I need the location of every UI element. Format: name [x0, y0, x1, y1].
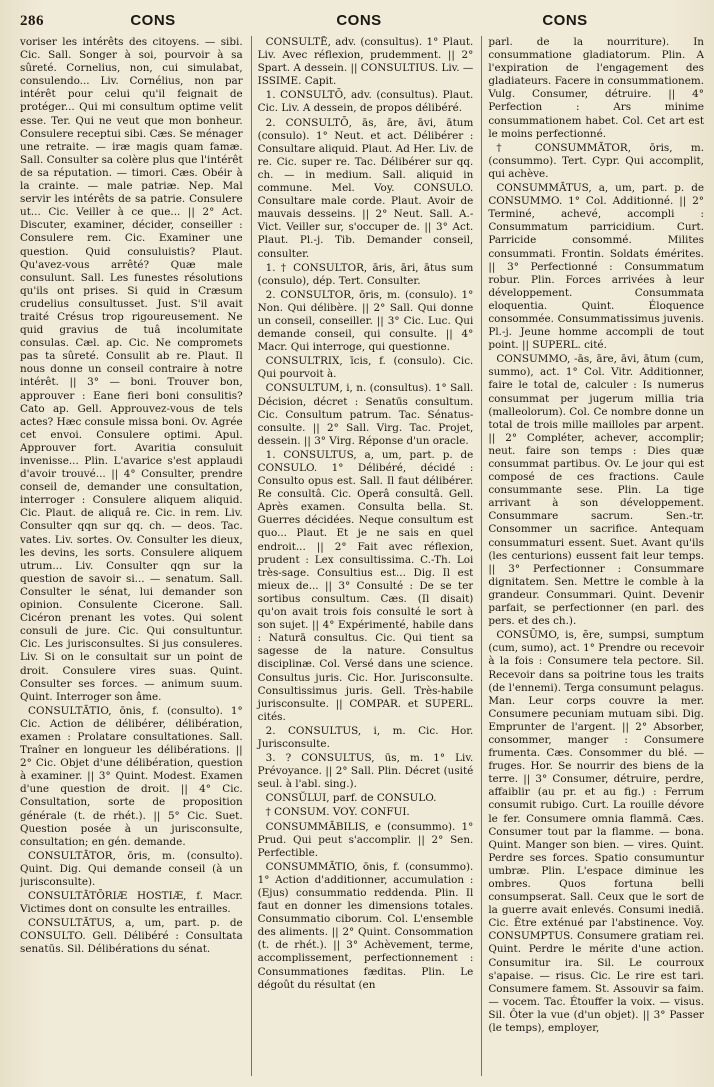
dictionary-entry: CONSULTĀTŌRIÆ HOSTIÆ, f. Macr. Victimes dont on consulte les entrailles.: [20, 890, 243, 916]
dictionary-entry: CONSULTĀTUS, a, um, part. p. de CONSULTO. Gell. Délibéré : Consultata senatūs. Sil. Délibérations du sénat.: [20, 917, 243, 956]
dictionary-entry: 1. † CONSULTOR, āris, āri, ātus sum (consulo), dép. Tert. Consulter.: [257, 261, 474, 287]
dictionary-entry: † CONSUMMĀTOR, ōris, m. (consummo). Tert. Cypr. Qui accomplit, qui achève.: [488, 141, 704, 180]
column-right: [481, 36, 704, 1076]
dictionary-entry: CONSULTĒ, adv. (consultus). 1° Plaut. Liv. Avec réflexion, prudemment. || 2° Spart. A dessein. || CONSULTIUS. Liv. — ISSIME. Capit.: [257, 36, 474, 88]
dictionary-entry: parl. de la nourriture). In consummatione gladiatorum. Plin. A l'expiration de l'engagement des gladiateurs. Facere in consummationem. Vulg. Consumer, détruire. || 4° Perfection : Ars minime consummationem habet. Col. Cet art est le moins perfectionné.: [488, 36, 704, 140]
dictionary-entry: 1. CONSULTŌ, adv. (consultus). Plaut. Cic. Liv. A dessein, de propos délibéré.: [257, 89, 474, 115]
dictionary-entry: CONSŬLUI, parf. de CONSULO.: [265, 792, 437, 805]
dictionary-entry: CONSŪMO, is, ĕre, sumpsi, sumptum (cum, sumo), act. 1° Prendre ou recevoir à la fois : Consumere tela pectore. Sil. Recevoir dans sa poitrine tous les traits (de l'ennemi). Terga consumunt pelagus. Man. Leur corps couvre la mer. Consumere pecuniam mutuam sibi. Dig. Emprunter de l'argent. || 2° Absorber, consommer, manger : Consumere frumenta. Cæs. Consommer du blé. — fruges. Hor. Se nourrir des biens de la terre. || 3° Consumer, détruire, perdre, affaiblir (au pr. et au fig.) : Ferrum consumit rubigo. Curt. La rouille dévore le fer. Consumere omnia flammā. Cæs. Consumer tout par la flamme. — bona. Quint. Manger son bien. — vires. Quint. Perdre ses forces. Spatio consumuntur umbræ. Plin. L'espace diminue les ombres. Quos fortuna belli consumpserat. Sall. Ceux que le sort de la guerre avait enlevés. Consumi inediā. Cic. Être exténué par l'abstinence. Voy. CONSUMPTUS. Consumere gratiam rei. Quint. Perdre le mérite d'une action. Consumitur ira. Sil. Le courroux s'apaise. — risus. Cic. Le rire est tari. Consumere famem. St. Assouvir sa faim. — vocem. Tac. Étouffer la voix. — visus. Sil. Ôter la vue (d'un objet). || 3° Passer (le temps), employer,: [488, 629, 704, 1035]
running-head: [20, 12, 704, 36]
dictionary-entry: 3. ? CONSULTUS, ūs, m. 1° Liv. Prévoyance. || 2° Sall. Plin. Décret (usité seul. à l'abl. sing.).: [257, 752, 474, 791]
dictionary-entry: 2. CONSULTŌ, ās, āre, āvi, ātum (consulo). 1° Neut. et act. Délibérer : Consultare aliquid. Plaut. Ad Her. Liv. de re. Cic. super re. Tac. Délibérer sur qq. ch. — in medium. Sall. aliquid in commune. Mel. Voy. CONSULO. Consultare male corde. Plaut. Avoir de mauvais desseins. || 2° Neut. Sall. A.-Vict. Veiller sur, s'occuper de. || 3° Act. Plaut. Pl.-j. Tib. Demander conseil, consulter.: [257, 116, 474, 260]
dictionary-entry: CONSUMMĀTIO, ōnis, f. (consummo). 1° Action d'additionner, accumulation : (Ejus) consummatio reddenda. Plin. Il faut en donner les dimensions totales. Consummatio ciborum. Col. L'ensemble des aliments. || 2° Quint. Consommation (t. de rhét.). || 3° Achèvement, terme, accomplissement, perfectionnement : Consummationes fæditas. Plin. Le dégoût du résultat (en: [257, 860, 474, 991]
dictionary-entry: CONSULTĀTOR, ōris, m. (consulto). Quint. Dig. Qui demande conseil (à un jurisconsulte).: [20, 849, 243, 888]
dictionary-entry: CONSUMMĀBILIS, e (consummo). 1° Prud. Qui peut s'accomplir. || 2° Sen. Perfectible.: [257, 820, 474, 859]
dictionary-entry: CONSULTRIX, īcis, f. (consulo). Cic. Qui pourvoit à.: [257, 355, 474, 381]
page-number: 286: [20, 13, 44, 29]
column-middle: [251, 36, 474, 1076]
text-columns: [20, 36, 704, 1076]
dictionary-entry: 2. CONSULTUS, i, m. Cic. Hor. Jurisconsulte.: [257, 724, 474, 750]
headword-left: CONS: [130, 12, 176, 29]
dictionary-entry: voriser les intérêts des citoyens. — sibi. Cic. Sall. Songer à soi, pourvoir à sa sûreté. Cornelius, non, cui simulabat, consulendo... Liv. Cornélius, non par intérêt pour celui qu'il feignait de protéger... Qui mi consultum optime velit esse. Ter. Qui ne veut que mon bonheur. Consulere receptui sibi. Cæs. Se ménager une retraite. — iræ magis quam famæ. Sall. Consulter sa colère plus que l'intérêt de sa réputation. — timori. Cæs. Obéir à la crainte. — male patriæ. Nep. Mal servir les intérêts de sa patrie. Consulere ut... Cic. Veiller à ce que... || 2° Act. Discuter, examiner, décider, conseiller : Consulere rem. Cic. Examiner une question. Quid consuluistis? Plaut. Qu'avez-vous arrêté? Quæ male consulunt. Sall. Les funestes résolutions qu'ils ont prises. Si quid in Cræsum crudelius consultusset. Just. S'il avait traité Crésus trop rigoureusement. Ne quid gravius de tuâ incolumitate consulas. Cæl. ap. Cic. Ne compromets pas ta sûreté. Consulit ab re. Plaut. Il nous donne un conseil contraire à notre intérêt. || 3° — boni. Trouver bon, approuver : Eane fieri boni consulitis? Cato ap. Gell. Approuvez-vous de tels actes? Hæc consule missa boni. Ov. Agrée cet envoi. Consulere optimi. Apul. Approuver fort. Avaritia consuluit invenisse... Plin. L'avarice s'est applaudi d'avoir trouvé... || 4° Consulter, prendre conseil de, demander une consultation, interroger : Consulere aliquem aliquid. Cic. Plaut. de aliquâ re. Cic. in rem. Liv. Consulter qqn sur qq. ch. — deos. Tac. vates. Liv. sortes. Ov. Consulter les dieux, les devins, les sorts. Consulere aliquem utrum... Liv. Consulter qqn sur la question de savoir si... — senatum. Sall. Consulter le sénat, lui demander son opinion. Consulente Cicerone. Sall. Cicéron prenant les votes. Qui solent consuli de jure. Cic. Qui consultuntur. Cic. Les jurisconsultes. Si jus consuleres. Liv. Si on le consultait sur un point de droit. Consulere vires suas. Quint. Consulter ses forces. — animum suum. Quint. Interroger son âme.: [20, 36, 243, 703]
dictionary-entry: CONSUMMĀTUS, a, um, part. p. de CONSUMMO. 1° Col. Additionné. || 2° Terminé, achevé, accompli : Consummatum parricidium. Curt. Parricide consommé. Milites consummati. Frontin. Soldats émérites. || 3° Perfectionné : Consummatum robur. Plin. Forces arrivées à leur développement. Consummata eloquentia. Quint. Éloquence consommée. Consummatissimus juvenis. Pl.-j. Jeune homme accompli de tout point. || SUPERL. cité.: [488, 182, 704, 352]
headword-right: CONS: [542, 12, 588, 29]
dictionary-entry: 1. CONSULTUS, a, um, part. p. de CONSULO. 1° Délibéré, décidé : Consulto opus est. Sall. Il faut délibérer. Re consultâ. Cic. Operâ consultâ. Gell. Après examen. Consulta bella. St. Guerres décidées. Neque consultum est quo... Plaut. Et je ne sais en quel endroit... || 2° Fait avec réflexion, prudent : Lex consultissima. C.-Th. Loi très-sage. Consultius est... Dig. Il est mieux de... || 3° Consulté : De se ter sortibus consultum. Cæs. (Il disait) qu'on avait trois fois consulté le sort à son sujet. || 4° Expérimenté, habile dans : Naturā consultus. Cic. Qui tient sa sagesse de la nature. Consultus disciplinæ. Col. Versé dans une science. Consultus juris. Cic. Hor. Jurisconsulte. Consultissimus juris. Gell. Très-habile jurisconsulte. || COMPAR. et SUPERL. cités.: [257, 448, 474, 723]
dictionary-entry: 2. CONSULTOR, ōris, m. (consulo). 1° Non. Qui délibère. || 2° Sall. Qui donne un conseil, conseiller. || 3° Cic. Luc. Qui demande conseil, qui consulte. || 4° Macr. Qui interroge, qui questionne.: [257, 288, 474, 354]
dictionary-entry: CONSULTĀTIO, ōnis, f. (consulto). 1° Cic. Action de délibérer, délibération, examen : Prolatare consultationes. Sall. Traîner en longueur les délibérations. || 2° Cic. Objet d'une délibération, question à examiner. || 3° Quint. Modest. Examen d'une question de droit. || 4° Cic. Consultation, sorte de proposition générale (t. de rhét.). || 5° Cic. Suet. Question posée à un jurisconsulte, consultation; en gén. demande.: [20, 704, 243, 848]
headword-center: CONS: [336, 12, 382, 29]
dictionary-entry: CONSULTUM, i, n. (consultus). 1° Sall. Décision, décret : Senatūs consultum. Cic. Consultum patrum. Tac. Sénatus-consulte. || 2° Sall. Virg. Tac. Projet, dessein. || 3° Virg. Réponse d'un oracle.: [257, 382, 474, 447]
dictionary-entry: CONSUMMO, -ās, āre, āvi, ātum (cum, summo), act. 1° Col. Vitr. Additionner, faire le total de, calculer : Is numerus consummat per jugerum millia tria (malleolorum). Col. Ce nombre donne un total de trois mille mailloles par arpent. || 2° Compléter, achever, accomplir; neut. faire son temps : Dies quæ consummat partibus. Ov. Le jour qui est composé de ces fractions. Caule consummante sese. Plin. La tige arrivant à son développement. Consummare sacrum. Sen.-tr. Consommer un sacrifice. Antequam consummaturi essent. Suet. Avant qu'ils (les centurions) eussent fait leur temps. || 3° Perfectionner : Consummare dignitatem. Sen. Mettre le comble à la grandeur. Consummari. Quint. Devenir parfait, se perfectionner (en parl. des pers. et des ch.).: [488, 353, 704, 628]
column-left: [20, 36, 243, 1076]
dictionary-entry: † CONSUM. VOY. CONFUI.: [265, 806, 410, 819]
